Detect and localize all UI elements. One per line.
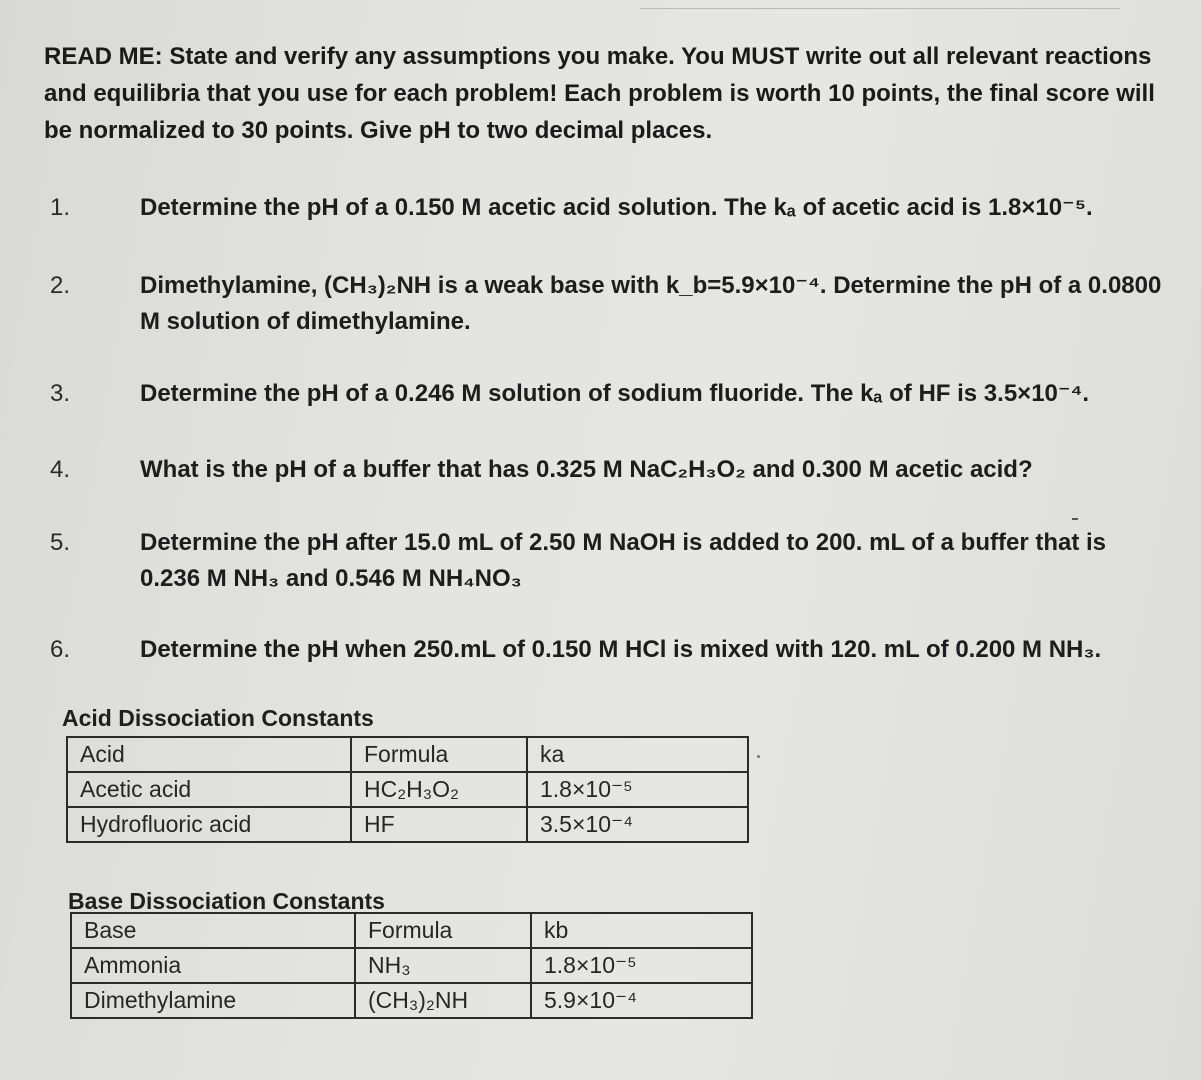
table-cell: 1.8×10⁻⁵ [531, 948, 752, 983]
problem-number: 2. [50, 272, 71, 299]
problem-number: 1. [50, 194, 71, 221]
table-cell: HF [351, 807, 527, 842]
base-dissociation-table [70, 912, 753, 1019]
table-cell: HC₂H₃O₂ [351, 772, 527, 807]
table-header-cell: Formula [355, 913, 531, 948]
table-row [67, 772, 748, 807]
problem-text: Determine the pH when 250.mL of 0.150 M HCl is mixed with 120. mL of 0.200 M NH₃. [140, 636, 1102, 663]
table-cell: 5.9×10⁻⁴ [531, 983, 752, 1018]
table-header-row [71, 913, 752, 948]
table-row [71, 948, 752, 983]
problem-number: 6. [50, 636, 71, 663]
acid-table-title: Acid Dissociation Constants [62, 705, 374, 731]
problem-number: 5. [50, 529, 71, 556]
table-header-cell: Formula [351, 737, 527, 772]
stray-dot [757, 755, 760, 758]
read-me-instructions: READ ME: State and verify any assumptions you make. You MUST write out all relevant reactions and equilibria that you use for each problem! Each problem is worth 10 points, the final score will be normalized to 30 points. Give pH to two decimal places. [44, 43, 1155, 144]
table-cell: NH₃ [355, 948, 531, 983]
base-table-title: Base Dissociation Constants [68, 888, 385, 914]
top-rule [640, 8, 1120, 9]
table-header-row [67, 737, 748, 772]
problem-text: Dimethylamine, (CH₃)₂NH is a weak base with k_b=5.9×10⁻⁴. Determine the pH of a 0.0800 M solution of dimethylamine. [140, 272, 1162, 335]
table-header-cell: kb [531, 913, 752, 948]
table-header-cell: ka [527, 737, 748, 772]
stray-pen-mark [1072, 518, 1078, 520]
problem-text: Determine the pH after 15.0 mL of 2.50 M NaOH is added to 200. mL of a buffer that is 0.236 M NH₃ and 0.546 M NH₄NO₃ [140, 529, 1107, 592]
problem-text: What is the pH of a buffer that has 0.325 M NaC₂H₃O₂ and 0.300 M acetic acid? [140, 456, 1033, 483]
table-cell: 1.8×10⁻⁵ [527, 772, 748, 807]
table-cell: Dimethylamine [71, 983, 355, 1018]
problem-text: Determine the pH of a 0.150 M acetic acid solution. The kₐ of acetic acid is 1.8×10⁻⁵. [140, 194, 1093, 221]
table-row [67, 807, 748, 842]
problem-number: 4. [50, 456, 71, 483]
table-cell: Acetic acid [67, 772, 351, 807]
table-cell: (CH₃)₂NH [355, 983, 531, 1018]
table-header-cell: Base [71, 913, 355, 948]
problem-number: 3. [50, 380, 71, 407]
acid-dissociation-table [66, 736, 749, 843]
table-cell: Hydrofluoric acid [67, 807, 351, 842]
table-row [71, 983, 752, 1018]
table-header-cell: Acid [67, 737, 351, 772]
problem-text: Determine the pH of a 0.246 M solution of sodium fluoride. The kₐ of HF is 3.5×10⁻⁴. [140, 380, 1090, 407]
table-cell: 3.5×10⁻⁴ [527, 807, 748, 842]
table-cell: Ammonia [71, 948, 355, 983]
